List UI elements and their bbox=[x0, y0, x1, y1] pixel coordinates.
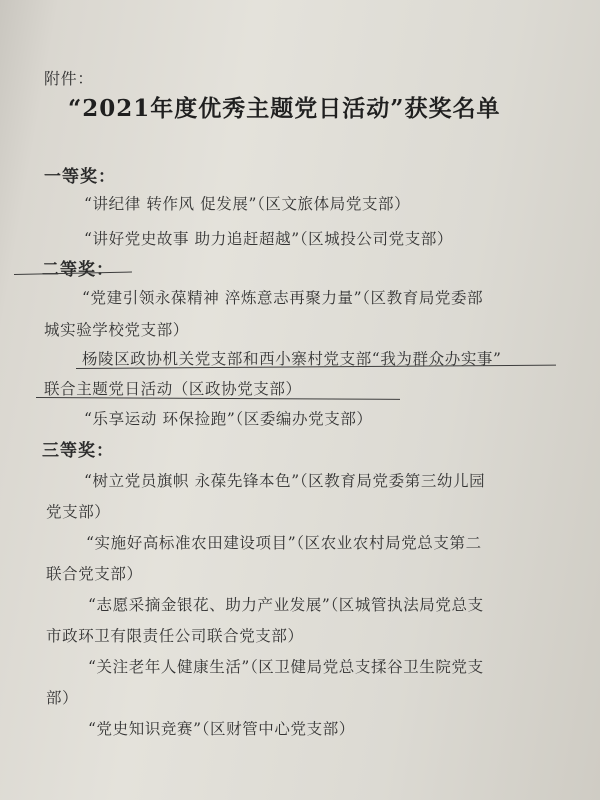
list-item: 联合主题党日活动（区政协党支部） bbox=[44, 380, 302, 398]
list-item: 党支部） bbox=[46, 503, 111, 521]
list-item: “树立党员旗帜 永葆先锋本色”（区教育局党委第三幼儿园 bbox=[84, 472, 486, 490]
list-item: 市政环卫有限责任公司联合党支部） bbox=[46, 627, 304, 645]
list-item: “志愿采摘金银花、助力产业发展”（区城管执法局党总支 bbox=[88, 596, 484, 614]
document-title: “2021年度优秀主题党日活动”获奖名单 bbox=[68, 95, 501, 122]
list-item: 城实验学校党支部） bbox=[44, 321, 189, 339]
list-item: 杨陵区政协机关党支部和西小寨村党支部“我为群众办实事” bbox=[82, 350, 502, 368]
section-heading-first-prize: 一等奖： bbox=[44, 167, 116, 187]
list-item: “讲纪律 转作风 促发展”（区文旅体局党支部） bbox=[84, 195, 411, 213]
list-item: “乐享运动 环保捡跑”（区委编办党支部） bbox=[84, 410, 373, 428]
attachment-label: 附件： bbox=[44, 69, 94, 88]
list-item: “实施好高标准农田建设项目”（区农业农村局党总支第二 bbox=[86, 534, 482, 552]
list-item: 联合党支部） bbox=[46, 565, 143, 583]
section-heading-third-prize: 三等奖： bbox=[42, 441, 114, 461]
list-item: “关注老年人健康生活”（区卫健局党总支揉谷卫生院党支 bbox=[88, 658, 484, 676]
list-item: “讲好党史故事 助力追赶超越”（区城投公司党支部） bbox=[84, 230, 454, 248]
section-heading-second-prize: 二等奖： bbox=[42, 260, 114, 280]
list-item: “党史知识竞赛”（区财管中心党支部） bbox=[88, 720, 355, 738]
list-item: “党建引领永葆精神 淬炼意志再聚力量”（区教育局党委部 bbox=[82, 289, 484, 307]
list-item: 部） bbox=[46, 689, 79, 707]
